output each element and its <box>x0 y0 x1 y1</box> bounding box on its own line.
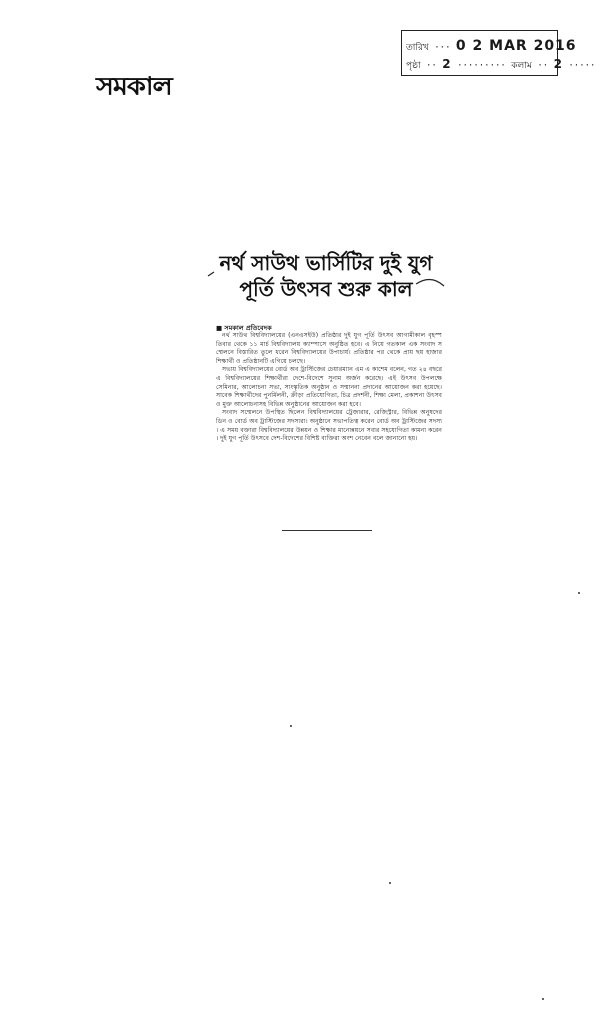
headline-underline-scribble <box>206 270 446 288</box>
newspaper-masthead: সমকাল <box>96 72 172 101</box>
stamp-page-value: 2 <box>442 57 452 71</box>
clipping-bottom-rule <box>282 530 372 531</box>
article-paragraph: সংবাদ সম্মেলনে উপস্থিত ছিলেন বিশ্ববিদ্যালয়ের ট্রেজারার, রেজিস্ট্রার, বিভিন্ন অনুষদের ডিন ও বোর্ড অব ট্রাস্টিজের সদস্যরা। অনুষ্ঠানে সভাপতিত্ব করেন বোর্ড অব ট্রাস্টিজের সদস্য। এ সময় বক্তারা বিশ্ববিদ্যালয়ের উন্নয়ন ও শিক্ষার মানোন্নয়নে সবার সহযোগিতা কামনা করেন। দুই যুগ পূর্তি উৎসবে দেশ-বিদেশের বিশিষ্ট ব্যক্তিরা অংশ নেবেন বলে জানানো হয়। <box>216 409 442 443</box>
headline-line-2: পূর্তি উৎসব শুরু কাল <box>239 277 413 301</box>
stamp-date-label: তারিখ <box>406 43 429 53</box>
scan-speck <box>389 882 391 884</box>
scan-speck <box>578 592 580 594</box>
stamp-page-row: পৃষ্ঠা ·· 2 ········· কলাম ·· 2 ····· <box>406 57 596 71</box>
scan-speck <box>290 725 292 727</box>
stamp-date-value: 0 2 MAR 2016 <box>455 38 577 54</box>
headline-line-1: নর্থ সাউথ ভার্সিটির দুই যুগ <box>219 251 433 275</box>
stamp-page-label: পৃষ্ঠা <box>406 61 421 71</box>
stamp-date-row: তারিখ ··· 0 2 MAR 2016 <box>406 38 577 54</box>
archive-stamp <box>401 30 596 76</box>
article-paragraph: নর্থ সাউথ বিশ্ববিদ্যালয়ের (এনএসইউ) প্রতিষ্ঠার দুই যুগ পূর্তি উৎসব আগামীকাল বৃহস্পতিবার থেকে ১১ মার্চ বিশ্ববিদ্যালয় ক্যাম্পাসে অনুষ্ঠিত হবে। এ নিয়ে গতকাল এক সংবাদ সম্মেলনে বিস্তারিত তুলে ধরেন বিশ্ববিদ্যালয়ের উপাচার্য। প্রতিষ্ঠার পর থেকে প্রায় ছয় হাজার শিক্ষার্থী ও প্রতিষ্ঠানটি এগিয়ে চলছে। <box>216 332 442 365</box>
article-byline: ■ সমকাল প্রতিবেদক <box>216 324 272 332</box>
article-paragraph: সভায় বিশ্ববিদ্যালয়ের বোর্ড অব ট্রাস্টিজের চেয়ারম্যান এম এ কাশেম বলেন, গত ২৪ বছরে এ বিশ্ববিদ্যালয়ের শিক্ষার্থীরা দেশে-বিদেশে সুনাম অর্জন করেছে। এই উৎসব উপলক্ষে সেমিনার, আলোচনা সভা, সাংস্কৃতিক অনুষ্ঠান ও সম্মাননা প্রদানের আয়োজন করা হয়েছে। সাবেক শিক্ষার্থীদের পুনর্মিলনী, ক্রীড়া প্রতিযোগিতা, চিত্র প্রদর্শনী, শিক্ষা মেলা, প্রকাশনা উৎসব ও মুক্ত আলোচনাসহ বিভিন্ন অনুষ্ঠানের আয়োজন করা হবে। <box>216 366 442 408</box>
scan-speck <box>542 998 544 1000</box>
stamp-column-value: 2 <box>553 57 563 71</box>
article-body <box>216 332 442 444</box>
stamp-column-label: কলাম <box>511 61 532 71</box>
